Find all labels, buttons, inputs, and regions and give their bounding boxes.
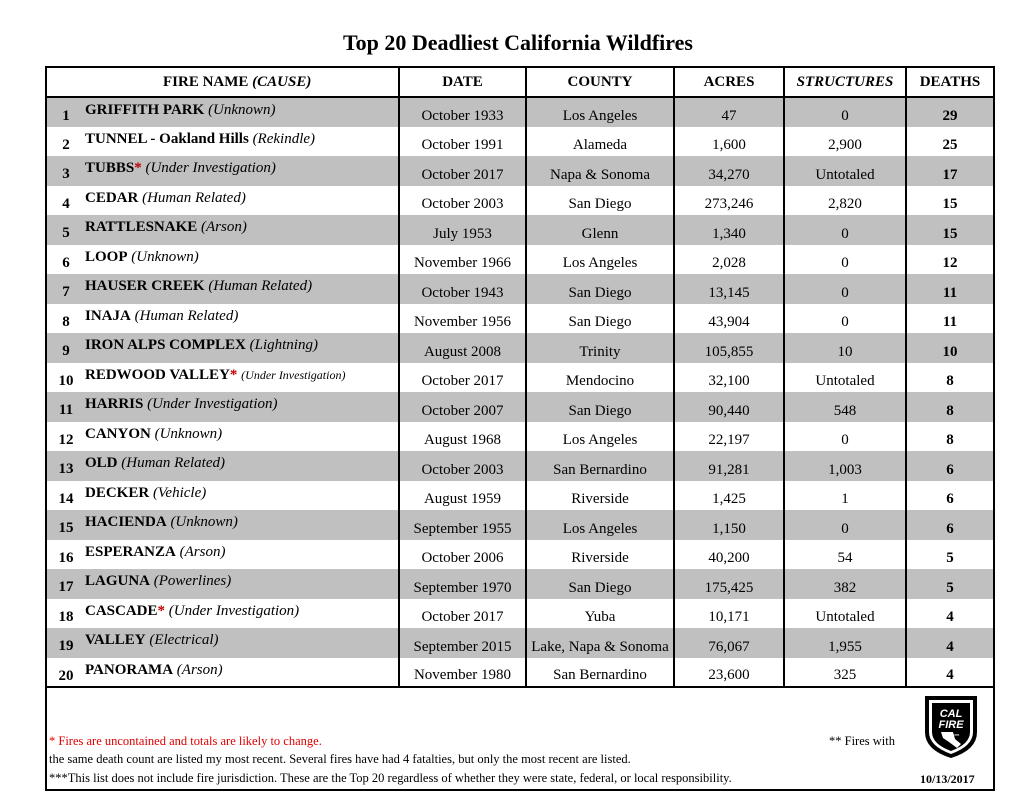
fire-acres: 76,067 [674, 628, 784, 658]
logo-cal: CAL [939, 708, 963, 720]
fire-name: LAGUNA [85, 573, 151, 589]
cal-fire-logo-icon [919, 692, 983, 760]
table-row [47, 628, 993, 658]
table-row [47, 215, 993, 245]
report-date: 10/13/2017 [920, 772, 975, 786]
fire-county: Los Angeles [526, 422, 674, 452]
fire-date: October 1933 [399, 97, 526, 127]
fire-cause: (Under Investigation) [168, 602, 300, 619]
rank: 15 [58, 520, 74, 536]
fire-cause: (Arson) [201, 219, 247, 235]
fire-name-cell [47, 422, 399, 452]
fire-deaths: 6 [906, 510, 993, 540]
fire-name-cell [47, 333, 399, 363]
logo-fire: FIRE [938, 719, 964, 731]
fire-deaths: 11 [906, 274, 993, 304]
fire-name-cell [47, 510, 399, 540]
rank: 3 [62, 166, 70, 182]
fire-cause: (Human Related) [208, 278, 313, 294]
fire-deaths: 15 [942, 196, 958, 212]
fire-name-cell [47, 363, 399, 393]
footnote-uncontained: * Fires are uncontained and totals are likely to change. [49, 734, 322, 748]
logo-since: SINCE 1885 [942, 733, 960, 737]
fire-name: RATTLESNAKE [85, 219, 198, 235]
rank: 1 [62, 108, 70, 124]
table-body [47, 97, 993, 687]
fire-date: October 1943 [399, 274, 526, 304]
rank: 18 [58, 608, 74, 625]
fire-deaths: 10 [906, 333, 993, 363]
fire-acres: 1,425 [674, 481, 784, 511]
fire-county: San Diego [526, 186, 674, 216]
fire-date: September 1970 [399, 569, 526, 599]
fire-county: Lake, Napa & Sonoma [526, 628, 674, 658]
fire-name: CEDAR [85, 189, 139, 206]
rank: 12 [58, 431, 74, 448]
fire-acres: 47 [674, 97, 784, 127]
fire-name: IRON ALPS COMPLEX [85, 337, 246, 353]
fire-date: October 2003 [399, 451, 526, 481]
fire-acres: 91,281 [674, 451, 784, 481]
table-row [47, 245, 993, 275]
rank: 7 [62, 284, 70, 300]
table-row [47, 540, 993, 570]
fire-acres: 34,270 [674, 156, 784, 186]
fire-date: October 2017 [399, 363, 526, 393]
fire-structures: 325 [784, 658, 906, 688]
fire-name: CASCADE [85, 602, 158, 619]
fire-cause: (Under Investigation) [241, 367, 346, 382]
fire-name-cell [47, 156, 399, 186]
uncontained-star: * [134, 160, 142, 176]
fire-deaths: 8 [946, 373, 954, 389]
fire-acres: 175,425 [674, 569, 784, 599]
fire-structures: 54 [784, 540, 906, 570]
fire-date: September 2015 [399, 628, 526, 658]
fire-name: HARRIS [85, 396, 144, 412]
fire-date: October 2017 [399, 156, 526, 186]
fire-structures: 1 [784, 481, 906, 511]
fire-structures: 0 [784, 422, 906, 452]
fire-cause: (Arson) [179, 543, 226, 560]
fire-acres: 32,100 [674, 363, 784, 393]
fire-county: San Diego [526, 569, 674, 599]
fire-date: November 1956 [399, 304, 526, 334]
fire-cause: (Unknown) [154, 425, 223, 442]
fire-acres: 1,340 [674, 215, 784, 245]
fire-county: San Diego [526, 274, 674, 304]
fire-cause: (Electrical) [149, 632, 219, 648]
rank: 11 [58, 402, 74, 418]
fire-name: CANYON [85, 425, 151, 442]
rank: 19 [58, 638, 74, 654]
fire-acres: 43,904 [674, 304, 784, 334]
fire-date: August 2008 [399, 333, 526, 363]
footnote-fires-with: ** Fires with [829, 734, 895, 748]
fire-name-cell [47, 215, 399, 245]
fire-name: HACIENDA [85, 514, 167, 530]
fire-county: Napa & Sonoma [526, 156, 674, 186]
fire-name-cell [47, 304, 399, 334]
table-row [47, 156, 993, 186]
fire-date: October 2017 [399, 599, 526, 629]
fire-name: DECKER [85, 484, 150, 501]
table-row [47, 510, 993, 540]
fire-deaths: 12 [942, 255, 958, 271]
fire-name: VALLEY [85, 632, 146, 648]
uncontained-star: * [229, 366, 238, 383]
fire-name: LOOP [85, 248, 128, 265]
fire-name: PANORAMA [85, 661, 174, 678]
fire-date: July 1953 [399, 215, 526, 245]
rank: 2 [62, 136, 70, 153]
fire-county: Yuba [526, 599, 674, 629]
table-row [47, 127, 993, 157]
table-row [47, 422, 993, 452]
fire-name-cell [47, 481, 399, 511]
fire-deaths: 29 [906, 97, 993, 127]
header-date: DATE [399, 68, 526, 97]
header-county: COUNTY [526, 68, 674, 97]
fire-deaths: 4 [906, 628, 993, 658]
fire-date: October 1991 [399, 127, 526, 157]
fire-cause: (Under Investigation) [145, 160, 276, 176]
fire-structures: 548 [784, 392, 906, 422]
fire-date: October 2006 [399, 540, 526, 570]
fire-deaths: 8 [906, 392, 993, 422]
fire-acres: 273,246 [674, 186, 784, 216]
fire-cause: (Human Related) [134, 307, 239, 324]
fire-name-cell [47, 274, 399, 304]
fire-date: November 1966 [399, 245, 526, 275]
fire-acres: 2,028 [674, 245, 784, 275]
fire-name-cell [47, 97, 399, 127]
table-row [47, 304, 993, 334]
fire-structures: Untotaled [784, 156, 906, 186]
fire-county: Los Angeles [526, 97, 674, 127]
fire-county: Glenn [526, 215, 674, 245]
fire-structures: 0 [784, 304, 906, 334]
fire-name: TUBBS [85, 160, 135, 176]
fire-deaths: 17 [906, 156, 993, 186]
fire-county: Los Angeles [526, 245, 674, 275]
fire-cause: (Rekindle) [252, 130, 316, 147]
fire-acres: 1,150 [674, 510, 784, 540]
rank: 20 [58, 667, 74, 684]
footnote-jurisdiction: ***This list does not include fire jurisdiction. These are the Top 20 regardless of whether they were state, federal, or local responsibility. [49, 771, 732, 785]
fire-cause: (Powerlines) [153, 573, 232, 589]
rank: 10 [58, 372, 74, 389]
fire-structures: 0 [784, 215, 906, 245]
fire-deaths: 6 [906, 451, 993, 481]
fire-cause: (Human Related) [121, 455, 225, 471]
fire-cause: (Unknown) [208, 102, 276, 118]
rank: 14 [58, 490, 74, 507]
fire-structures: 1,003 [784, 451, 906, 481]
table-row [47, 481, 993, 511]
fire-acres: 22,197 [674, 422, 784, 452]
fire-acres: 23,600 [674, 658, 784, 688]
table-row [47, 363, 993, 393]
table-row [47, 569, 993, 599]
fire-name: OLD [85, 455, 118, 471]
fire-name-cell [47, 599, 399, 629]
fire-date: August 1959 [399, 481, 526, 511]
header-structures: STRUCTURES [784, 68, 906, 97]
rank: 4 [62, 195, 70, 212]
fire-name-cell [47, 658, 399, 688]
fire-county: Mendocino [526, 363, 674, 393]
fire-cause: (Arson) [176, 661, 223, 678]
fire-acres: 10,171 [674, 599, 784, 629]
rank: 8 [62, 313, 70, 330]
fire-name: REDWOOD VALLEY [85, 366, 230, 383]
rank: 16 [58, 549, 74, 566]
fire-cause: (Human Related) [142, 189, 246, 206]
fire-date: November 1980 [399, 658, 526, 688]
fire-name-cell [47, 245, 399, 275]
fire-county: Alameda [526, 127, 674, 157]
fire-cause: (Unknown) [170, 514, 238, 530]
rank: 17 [58, 579, 74, 595]
table-row [47, 186, 993, 216]
fire-deaths: 15 [906, 215, 993, 245]
fire-county: Trinity [526, 333, 674, 363]
fire-name: ESPERANZA [85, 543, 176, 560]
fire-acres: 40,200 [674, 540, 784, 570]
wildfire-table-frame [45, 66, 995, 791]
fire-deaths: 4 [946, 609, 954, 625]
fire-deaths: 5 [946, 550, 954, 566]
fire-cause: (Vehicle) [152, 484, 207, 501]
fire-structures: 2,820 [784, 186, 906, 216]
fire-structures: 382 [784, 569, 906, 599]
fire-name: TUNNEL - Oakland Hills [85, 130, 249, 147]
rank: 5 [62, 225, 70, 241]
fire-acres: 105,855 [674, 333, 784, 363]
fire-acres: 13,145 [674, 274, 784, 304]
table-row [47, 451, 993, 481]
fire-deaths: 25 [942, 137, 958, 153]
fire-name: INAJA [85, 307, 131, 324]
fire-name-cell [47, 392, 399, 422]
fire-name-cell [47, 127, 399, 157]
table-row [47, 392, 993, 422]
wildfire-table [47, 68, 993, 688]
fire-county: San Bernardino [526, 451, 674, 481]
fire-county: San Diego [526, 304, 674, 334]
fire-cause: (Under Investigation) [147, 396, 278, 412]
fire-date: August 1968 [399, 422, 526, 452]
fire-county: Los Angeles [526, 510, 674, 540]
footnote-same-count: the same death count are listed my most recent. Several fires have had 4 fatalties, but only the most recent are listed. [49, 752, 631, 766]
fire-acres: 1,600 [674, 127, 784, 157]
fire-deaths: 4 [906, 658, 993, 688]
table-row [47, 599, 993, 629]
fire-name-cell [47, 628, 399, 658]
fire-structures: 1,955 [784, 628, 906, 658]
fire-date: October 2007 [399, 392, 526, 422]
fire-name-cell [47, 186, 399, 216]
rank: 9 [62, 343, 70, 359]
fire-structures: 2,900 [784, 127, 906, 157]
fire-acres: 90,440 [674, 392, 784, 422]
header-fire-name: FIRE NAME (CAUSE) [47, 68, 399, 97]
fire-structures: Untotaled [784, 363, 906, 393]
fire-cause: (Unknown) [131, 248, 199, 265]
fire-structures: 0 [784, 245, 906, 275]
fire-deaths: 6 [946, 491, 954, 507]
fire-name-cell [47, 540, 399, 570]
rank: 13 [58, 461, 74, 477]
header-deaths: DEATHS [906, 68, 993, 97]
fire-name: HAUSER CREEK [85, 278, 205, 294]
header-acres: ACRES [674, 68, 784, 97]
table-row [47, 658, 993, 688]
fire-structures: 10 [784, 333, 906, 363]
page-title: Top 20 Deadliest California Wildfires [342, 30, 693, 55]
table-row [47, 274, 993, 304]
fire-structures: 0 [784, 274, 906, 304]
table-row [47, 333, 993, 363]
fire-name-cell [47, 569, 399, 599]
fire-name-cell [47, 451, 399, 481]
fire-deaths: 5 [906, 569, 993, 599]
rank: 6 [62, 254, 70, 271]
table-header-row [47, 68, 993, 97]
fire-deaths: 8 [946, 432, 954, 448]
fire-date: September 1955 [399, 510, 526, 540]
table-row [47, 97, 993, 127]
fire-name: GRIFFITH PARK [85, 102, 205, 118]
fire-cause: (Lightning) [249, 337, 318, 353]
fire-structures: Untotaled [784, 599, 906, 629]
fire-county: San Diego [526, 392, 674, 422]
uncontained-star: * [157, 602, 166, 619]
fire-date: October 2003 [399, 186, 526, 216]
fire-county: San Bernardino [526, 658, 674, 688]
fire-structures: 0 [784, 97, 906, 127]
fire-county: Riverside [526, 540, 674, 570]
fire-structures: 0 [784, 510, 906, 540]
fire-county: Riverside [526, 481, 674, 511]
fire-deaths: 11 [942, 314, 958, 330]
